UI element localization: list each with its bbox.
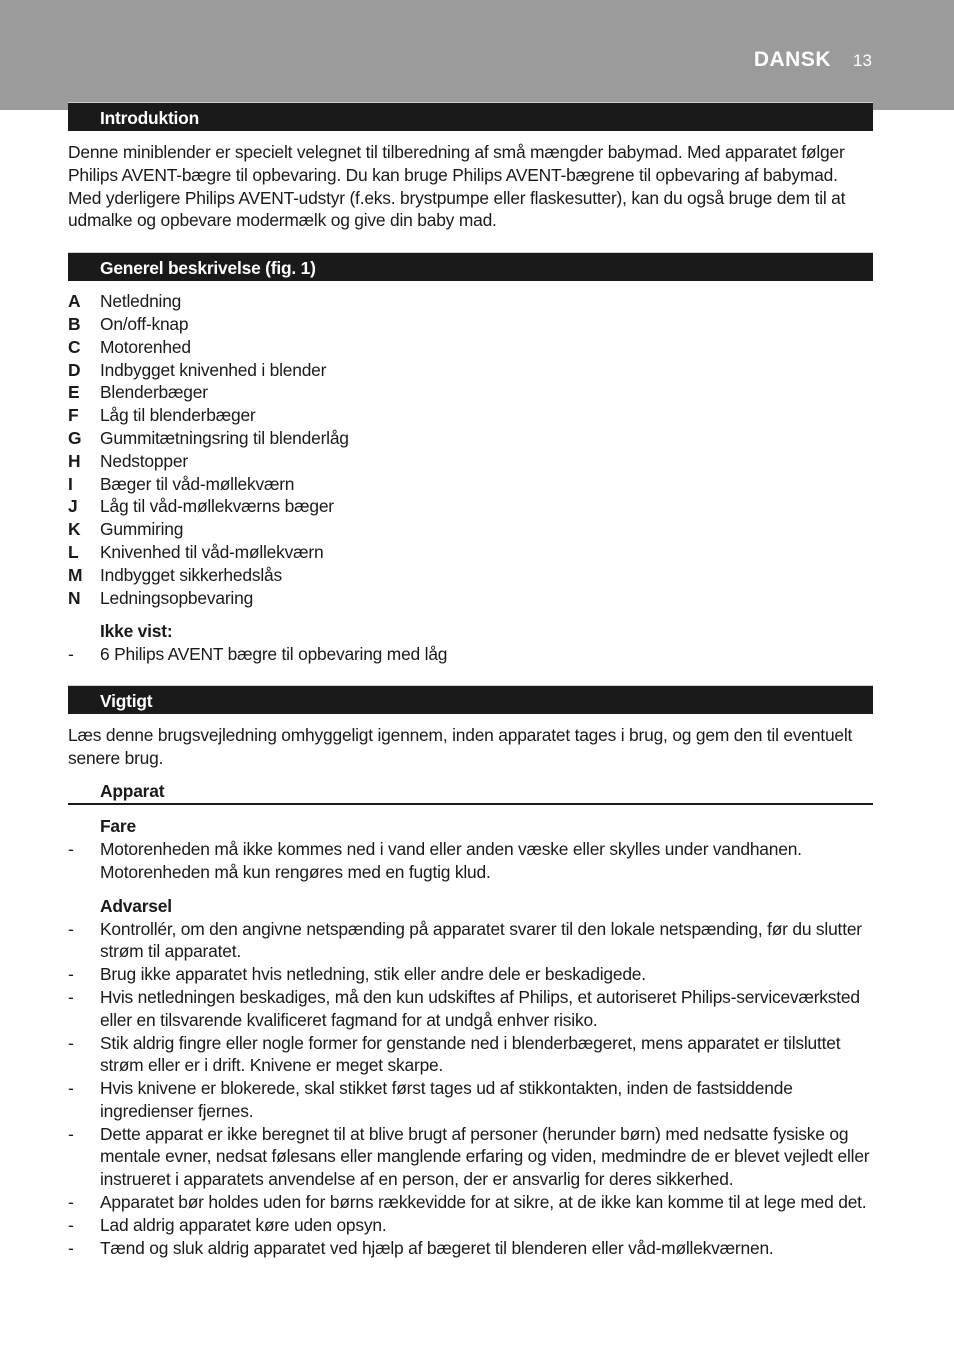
item-key: N — [68, 587, 81, 608]
bullet-dash: - — [68, 1078, 74, 1099]
warning-item: Dette apparat er ikke beregnet til at blive brugt af personer (herunder børn) med nedsatte fysiske og mentale evner, nedsat følesans eller manglende erfaring og viden, medmindre de er blevet vejledt eller instrueret i apparatets anvendelse af en person, der er ansvarlig for deres sikkerhed. — [100, 1123, 870, 1190]
parts-list — [68, 290, 873, 609]
page-number: 13 — [853, 51, 872, 70]
item-label: Motorenhed — [100, 336, 191, 357]
warning-item: Kontrollér, om den angivne netspænding på apparatet svarer til den lokale netspænding, før du slutter strøm til apparatet. — [100, 918, 862, 962]
list-item — [68, 336, 873, 359]
bullet-dash: - — [68, 964, 74, 985]
intro-paragraph: Denne miniblender er specielt velegnet til tilberedning af små mængder babymad. Med apparatet følger Philips AVENT-bægre til opbevaring. Du kan bruge Philips AVENT-bægrene til opbevaring af babymad. Med yderligere Philips AVENT-udstyr (f.eks. brystpumpe eller flaskesutter), kan du også bruge dem til at udmalke og opbevare modermælk og give din baby mad. — [68, 142, 846, 231]
section-heading-general: Generel beskrivelse (fig. 1) — [68, 252, 873, 281]
list-item — [68, 541, 873, 564]
bullet-dash: - — [68, 1214, 74, 1235]
list-item — [68, 427, 873, 450]
important-intro: Læs denne brugsvejledning omhyggeligt igennem, inden apparatet tages i brug, og gem den til eventuelt senere brug. — [68, 724, 853, 768]
list-item — [68, 1214, 873, 1237]
item-key: F — [68, 405, 79, 426]
item-label: On/off-knap — [100, 313, 189, 334]
list-item — [68, 450, 873, 473]
bullet-dash: - — [68, 1123, 74, 1144]
item-label: Netledning — [100, 291, 182, 312]
item-label: Ledningsopbevaring — [100, 587, 254, 608]
bullet-dash: - — [68, 1032, 74, 1053]
item-label: Bæger til våd-møllekværn — [100, 473, 295, 494]
list-item — [68, 1191, 873, 1214]
list-item — [68, 918, 873, 964]
not-shown-item: 6 Philips AVENT bægre til opbevaring med låg — [100, 644, 448, 665]
item-key: E — [68, 382, 80, 403]
bullet-dash: - — [68, 644, 74, 665]
item-key: C — [68, 336, 81, 357]
list-item — [68, 313, 873, 336]
language-label: DANSK — [753, 48, 831, 71]
list-item — [68, 381, 873, 404]
warning-item: Hvis knivene er blokerede, skal stikket først tages ud af stikkontakten, inden de fastsiddende ingredienser fjernes. — [100, 1078, 793, 1121]
list-item — [68, 564, 873, 587]
bullet-dash: - — [68, 1192, 74, 1213]
list-item — [68, 643, 873, 666]
item-label: Låg til blenderbæger — [100, 405, 256, 426]
list-item — [68, 838, 873, 884]
item-key: G — [68, 427, 82, 448]
not-shown-heading: Ikke vist: — [100, 621, 173, 642]
danger-heading: Fare — [100, 816, 136, 837]
bullet-dash: - — [68, 918, 74, 939]
page-content — [68, 102, 873, 1259]
danger-item: Motorenheden må ikke kommes ned i vand eller anden væske eller skylles under vandhanen. Motorenheden må kun rengøres med en fugtig klud. — [100, 839, 802, 882]
item-label: Låg til våd-møllekværns bæger — [100, 496, 334, 517]
list-item — [68, 1077, 873, 1123]
list-item — [68, 1123, 873, 1191]
warning-item: Tænd og sluk aldrig apparatet ved hjælp af bægeret til blenderen eller våd-møllekværnen. — [100, 1237, 774, 1258]
warning-item: Brug ikke apparatet hvis netledning, stik eller andre dele er beskadigede. — [100, 964, 646, 985]
list-item — [68, 587, 873, 610]
list-item — [68, 404, 873, 427]
item-label: Knivenhed til våd-møllekværn — [100, 541, 324, 562]
item-key: L — [68, 541, 79, 562]
item-key: M — [68, 564, 83, 585]
item-key: K — [68, 519, 81, 540]
item-label: Gummiring — [100, 519, 184, 540]
list-item — [68, 290, 873, 313]
list-item — [68, 1237, 873, 1260]
item-label: Indbygget knivenhed i blender — [100, 359, 327, 380]
subsection-heading-apparatus: Apparat — [68, 780, 873, 806]
warning-item: Lad aldrig apparatet køre uden opsyn. — [100, 1214, 387, 1235]
item-label: Blenderbæger — [100, 382, 208, 403]
list-item — [68, 518, 873, 541]
list-item — [68, 1032, 873, 1078]
list-item — [68, 963, 873, 986]
item-key: D — [68, 359, 81, 380]
item-key: A — [68, 291, 81, 312]
list-item — [68, 495, 873, 518]
list-item — [68, 986, 873, 1032]
bullet-dash: - — [68, 839, 74, 860]
bullet-dash: - — [68, 1237, 74, 1258]
section-heading-important: Vigtigt — [68, 685, 873, 714]
section-heading-intro: Introduktion — [68, 102, 873, 131]
list-item — [68, 359, 873, 382]
item-label: Nedstopper — [100, 450, 188, 471]
bullet-dash: - — [68, 986, 74, 1007]
item-key: H — [68, 450, 81, 471]
item-key: I — [68, 473, 73, 494]
list-item — [68, 473, 873, 496]
item-label: Indbygget sikkerhedslås — [100, 564, 282, 585]
warning-heading: Advarsel — [100, 895, 172, 916]
item-label: Gummitætningsring til blenderlåg — [100, 427, 349, 448]
item-key: J — [68, 496, 78, 517]
item-key: B — [68, 313, 81, 334]
warning-item: Stik aldrig fingre eller nogle former for genstande ned i blenderbægeret, mens apparatet er tilsluttet strøm eller er i drift. Knivene er meget skarpe. — [100, 1032, 841, 1076]
warning-item: Hvis netledningen beskadiges, må den kun udskiftes af Philips, et autoriseret Philips-serviceværksted eller en tilsvarende kvalificeret fagmand for at undgå enhver risiko. — [100, 986, 860, 1030]
warning-item: Apparatet bør holdes uden for børns rækkevidde for at sikre, at de ikke kan komme til at lege med det. — [100, 1192, 867, 1213]
